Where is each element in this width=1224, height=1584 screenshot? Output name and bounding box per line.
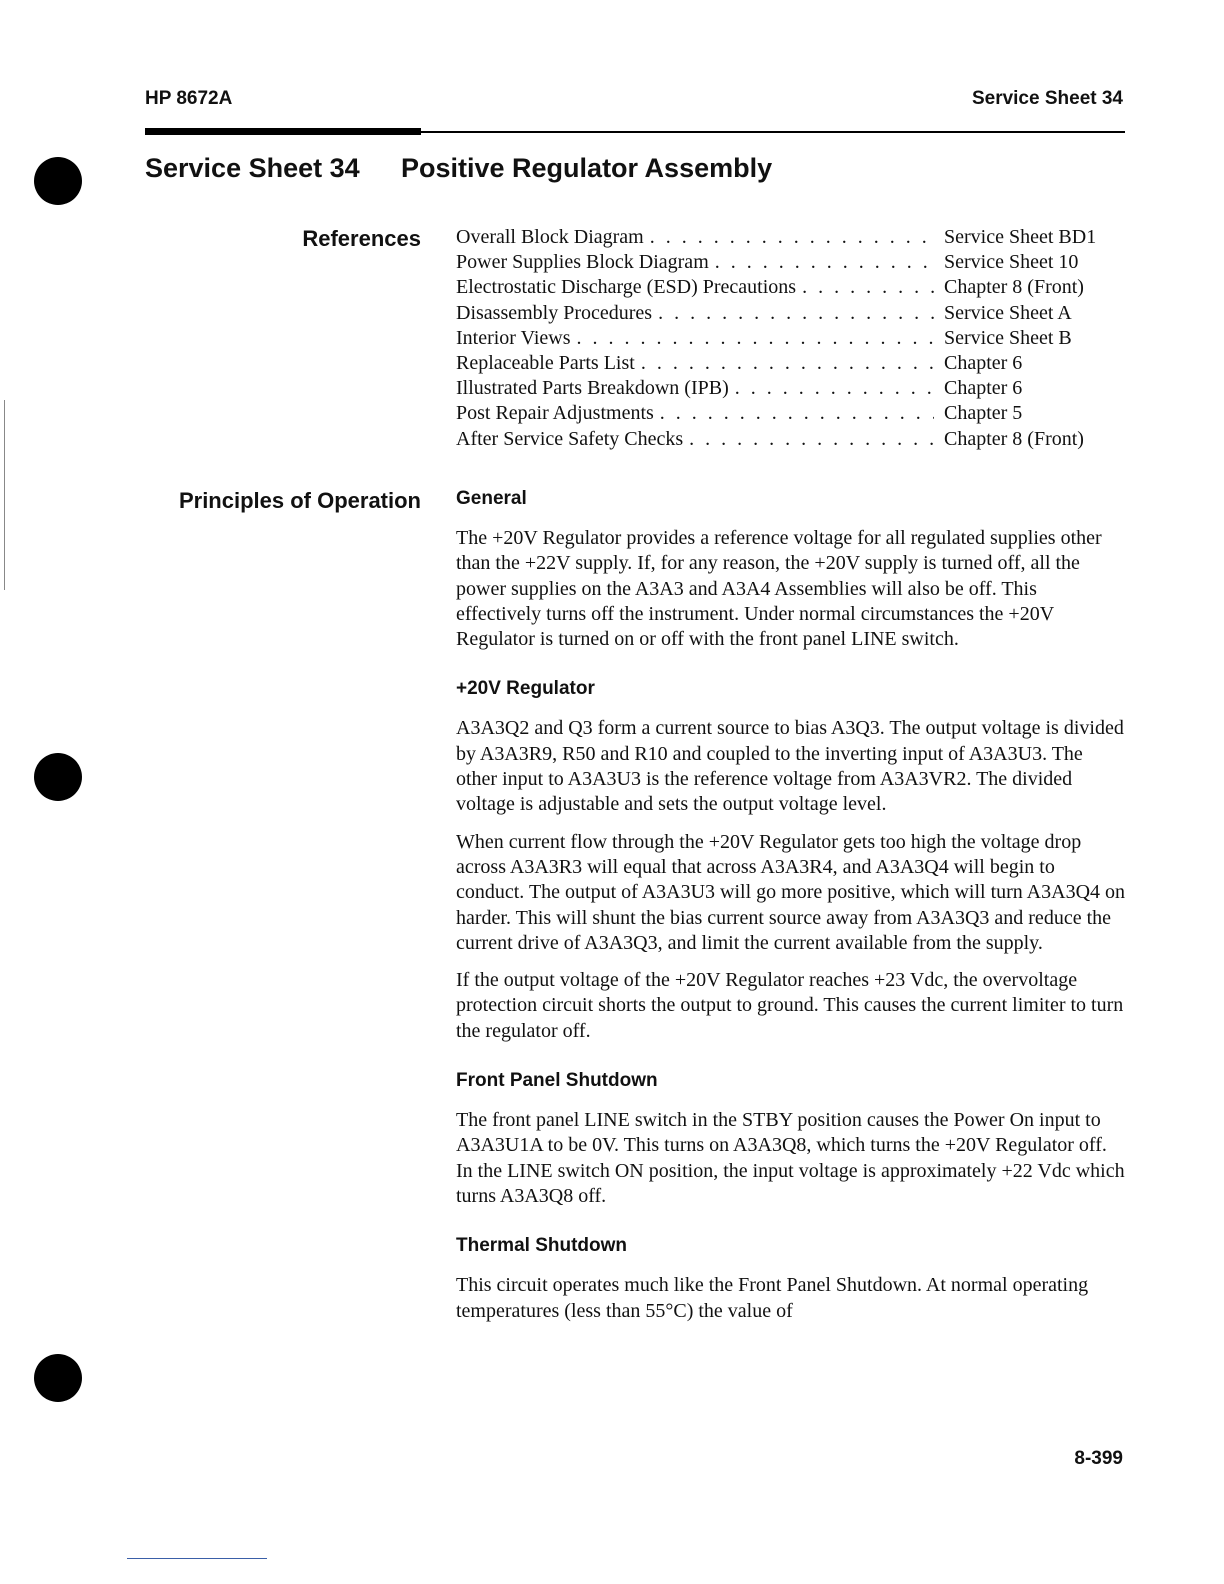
reference-target: Service Sheet BD1 — [944, 226, 1097, 248]
reference-row — [456, 225, 1116, 250]
reference-row — [456, 401, 1116, 426]
leader-dots — [689, 427, 934, 452]
reference-row — [456, 250, 1116, 275]
reference-label: Electrostatic Discharge (ESD) Precautions — [456, 276, 797, 299]
reference-label: Replaceable Parts List — [456, 351, 635, 374]
reference-row — [456, 376, 1116, 401]
reference-label: After Service Safety Checks — [456, 427, 684, 450]
leader-dots — [735, 376, 934, 401]
leader-dots — [658, 301, 934, 326]
header-sheet: Service Sheet 34 — [971, 88, 1123, 109]
thermal-heading: Thermal Shutdown — [456, 1235, 627, 1257]
header-rule-accent — [145, 128, 421, 135]
page-number: 8-399 — [1074, 1448, 1123, 1469]
general-paragraph: The +20V Regulator provides a reference voltage for all regulated supplies other than the +22V supply. If, for any reason, the +20V supply is turned off, all the power supplies on the A3A3 and A3A4 Assemblies will also be off. This effectively turns off the instrument. Under normal circumstances the +20V Regulator is turned on or off with the front panel LINE switch. — [456, 527, 1102, 651]
leader-dots — [650, 225, 934, 250]
general-heading: General — [456, 488, 527, 509]
reference-target: Chapter 6 — [944, 377, 1023, 400]
thermal-paragraph: This circuit operates much like the Front Panel Shutdown. At normal operating temperatures (less than 55°C) the value of — [456, 1274, 1089, 1322]
reference-target: Chapter 6 — [944, 351, 1023, 374]
reference-row — [456, 427, 1116, 452]
reference-target: Service Sheet A — [944, 301, 1072, 324]
reference-label: Disassembly Procedures — [456, 301, 653, 324]
references-heading: References — [302, 226, 421, 251]
reference-target: Service Sheet 10 — [944, 251, 1079, 274]
reference-row — [456, 275, 1116, 300]
reference-target: Chapter 8 (Front) — [944, 427, 1084, 450]
leader-dots — [577, 326, 934, 351]
footer-line — [127, 1558, 267, 1559]
binder-hole-bottom — [34, 1354, 82, 1402]
leader-dots — [660, 401, 934, 426]
regulator-paragraph-3: If the output voltage of the +20V Regulator reaches +23 Vdc, the overvoltage protection circuit shorts the output to ground. This causes the current limiter to turn the regulator off. — [456, 969, 1124, 1042]
regulator-paragraph-1: A3A3Q2 and Q3 form a current source to bias A3Q3. The output voltage is divided by A3A3R9, R50 and R10 and coupled to the inverting input of A3A3U3. The other input to A3A3U3 is the reference voltage from A3A3VR2. The divided voltage is adjustable and sets the output voltage level. — [456, 717, 1124, 816]
title-section: Service Sheet 34 — [145, 153, 360, 183]
leader-dots — [641, 351, 934, 376]
reference-target: Chapter 8 (Front) — [944, 276, 1084, 299]
leader-dots — [715, 250, 934, 275]
header-model: HP 8672A — [145, 88, 233, 109]
regulator-paragraph-2: When current flow through the +20V Regulator gets too high the voltage drop across A3A3R3 will equal that across A3A3R4, and A3A3Q4 will begin to conduct. The output of A3A3U3 will go more positive, which will turn A3A3Q4 on harder. This will shunt the bias current source away from A3A3Q3 and reduce the current drive of A3A3Q3, and limit the current available from the supply. — [456, 830, 1126, 954]
leader-dots — [802, 275, 934, 300]
reference-row — [456, 301, 1116, 326]
page-title — [145, 153, 772, 184]
binder-hole-top — [34, 157, 82, 205]
front-panel-paragraph: The front panel LINE switch in the STBY position causes the Power On input to A3A3U1A to be 0V. This turns on A3A3Q8, which turns the +20V Regulator off. In the LINE switch ON position, the input voltage is approximately +22 Vdc which turns A3A3Q8 off. — [456, 1109, 1125, 1207]
binder-hole-middle — [34, 753, 82, 801]
title-name: Positive Regulator Assembly — [401, 153, 773, 183]
references-list — [456, 225, 1116, 452]
reference-label: Overall Block Diagram — [456, 226, 644, 248]
scan-margin-line — [4, 400, 5, 590]
front-panel-heading: Front Panel Shutdown — [456, 1070, 658, 1092]
reference-label: Illustrated Parts Breakdown (IPB) — [456, 377, 729, 400]
reference-label: Power Supplies Block Diagram — [456, 251, 709, 274]
reference-row — [456, 326, 1116, 351]
reference-target: Service Sheet B — [944, 326, 1072, 349]
reference-row — [456, 351, 1116, 376]
reference-label: Post Repair Adjustments — [456, 402, 654, 425]
reference-label: Interior Views — [456, 326, 571, 349]
principles-heading: Principles of Operation — [178, 488, 421, 513]
reference-target: Chapter 5 — [944, 402, 1023, 425]
principles-body — [456, 488, 1126, 1336]
regulator-heading: +20V Regulator — [456, 678, 595, 700]
